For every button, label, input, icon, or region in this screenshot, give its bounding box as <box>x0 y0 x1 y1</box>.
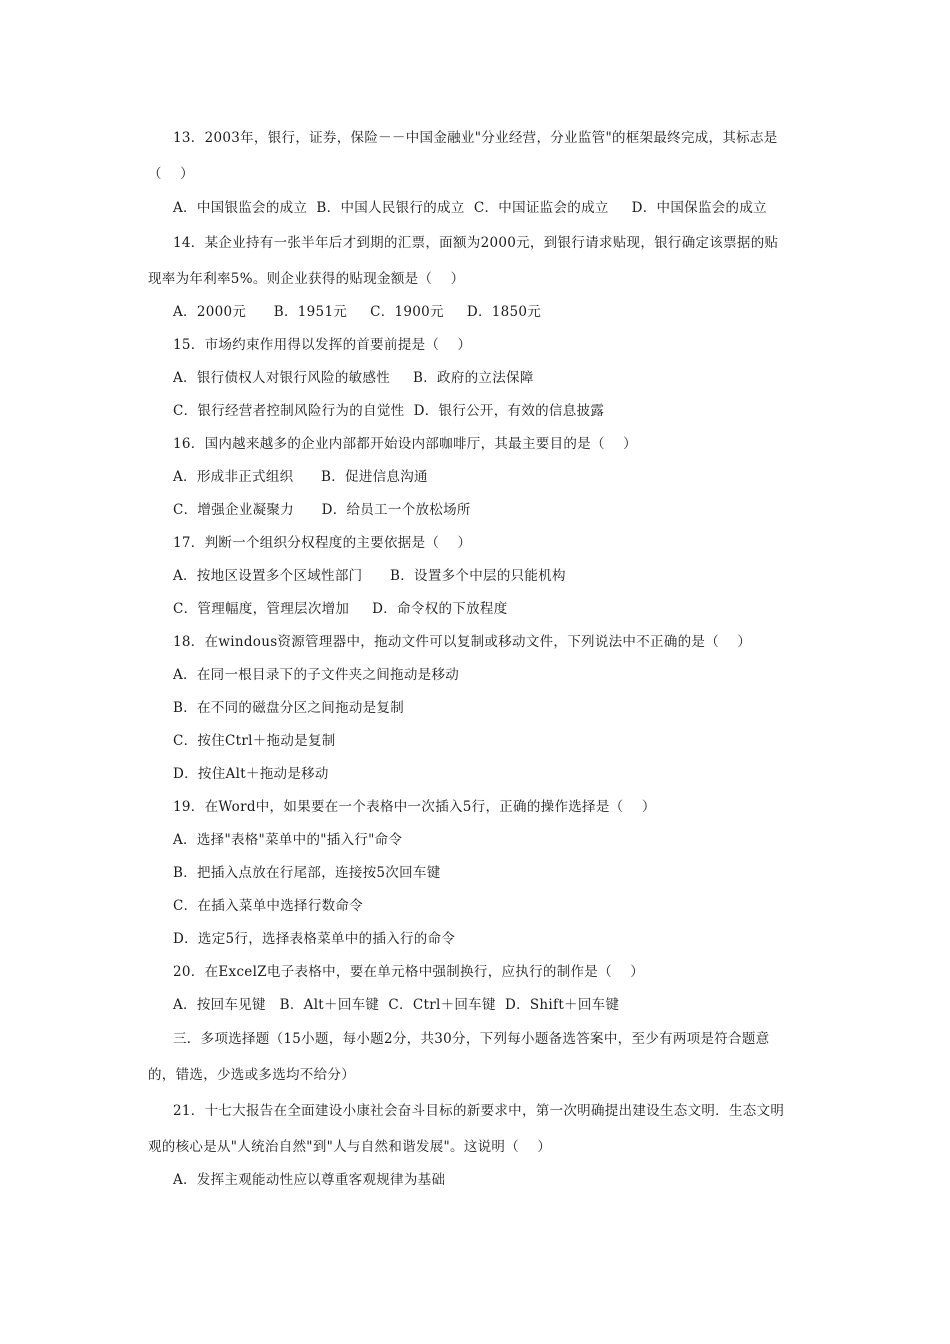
question-19-stem: 19．在Word中，如果要在一个表格中一次插入5行，正确的操作选择是（ ） <box>173 799 656 815</box>
question-18-stem: 18．在windous资源管理器中，拖动文件可以复制或移动文件，下列说法中不正确的是（ ） <box>173 634 752 650</box>
question-13-stem: 13．2003年，银行，证券，保险－－中国金融业"分业经营，分业监管"的框架最终完成，其标志是 <box>173 130 778 146</box>
question-18-option-a: A．在同一根目录下的子文件夹之间拖动是移动 <box>173 667 460 683</box>
section-3-heading: 三．多项选择题（15小题，每小题2分，共30分，下列每小题备选答案中，至少有两项是符合题意 <box>173 1031 770 1047</box>
question-17-options-cd: C．管理幅度，管理层次增加 D．命令权的下放程度 <box>173 601 508 617</box>
question-21-stem: 21．十七大报告在全面建设小康社会奋斗目标的新要求中，第一次明确提出建设生态文明．生态文明 <box>173 1103 785 1119</box>
question-21-stem-cont: 观的核心是从"人统治自然"到"人与自然和谐发展"。这说明（ ） <box>148 1139 552 1155</box>
question-14-stem-cont: 现率为年利率5%。则企业获得的贴现金额是（ ） <box>148 271 465 287</box>
question-19-option-b: B．把插入点放在行尾部，连接按5次回车键 <box>173 865 441 881</box>
question-17-stem: 17．判断一个组织分权程度的主要依据是（ ） <box>173 535 472 551</box>
question-17-options-ab: A．按地区设置多个区域性部门 B．设置多个中层的只能机构 <box>173 568 566 584</box>
question-15-options-cd: C．银行经营者控制风险行为的自觉性 D．银行公开，有效的信息披露 <box>173 403 605 419</box>
question-14-options: A．2000元 B．1951元 C．1900元 D．1850元 <box>173 304 542 320</box>
question-13-options: A．中国银监会的成立 B．中国人民银行的成立 C．中国证监会的成立 D．中国保监会的成立 <box>173 200 767 216</box>
question-18-option-d: D．按住Alt＋拖动是移动 <box>173 766 329 782</box>
question-16-options-ab: A．形成非正式组织 B．促进信息沟通 <box>173 469 428 485</box>
question-19-option-d: D．选定5行，选择表格菜单中的插入行的命令 <box>173 931 456 947</box>
question-16-options-cd: C．增强企业凝聚力 D．给员工一个放松场所 <box>173 502 471 518</box>
question-20-options: A．按回车见键 B．Alt＋回车键 C．Ctrl＋回车键 D．Shift＋回车键 <box>173 997 620 1013</box>
question-18-option-b: B．在不同的磁盘分区之间拖动是复制 <box>173 700 405 716</box>
question-18-option-c: C．按住Ctrl＋拖动是复制 <box>173 733 336 749</box>
question-19-option-c: C．在插入菜单中选择行数命令 <box>173 898 364 914</box>
question-15-options-ab: A．银行债权人对银行风险的敏感性 B．政府的立法保障 <box>173 370 534 386</box>
question-14-stem: 14．某企业持有一张半年后才到期的汇票，面额为2000元，到银行请求贴现，银行确定该票据的贴 <box>173 235 779 251</box>
question-13-blank: （ ） <box>148 166 194 182</box>
question-21-option-a: A．发挥主观能动性应以尊重客观规律为基础 <box>173 1172 446 1188</box>
question-16-stem: 16．国内越来越多的企业内部都开始设内部咖啡厅，其最主要目的是（ ） <box>173 436 637 452</box>
question-20-stem: 20．在ExcelZ电子表格中，要在单元格中强制换行，应执行的制作是（ ） <box>173 964 645 980</box>
question-15-stem: 15．市场约束作用得以发挥的首要前提是（ ） <box>173 337 472 353</box>
section-3-heading-cont: 的，错选，少选或多选均不给分） <box>148 1067 355 1083</box>
question-19-option-a: A．选择"表格"菜单中的"插入行"命令 <box>173 832 403 848</box>
